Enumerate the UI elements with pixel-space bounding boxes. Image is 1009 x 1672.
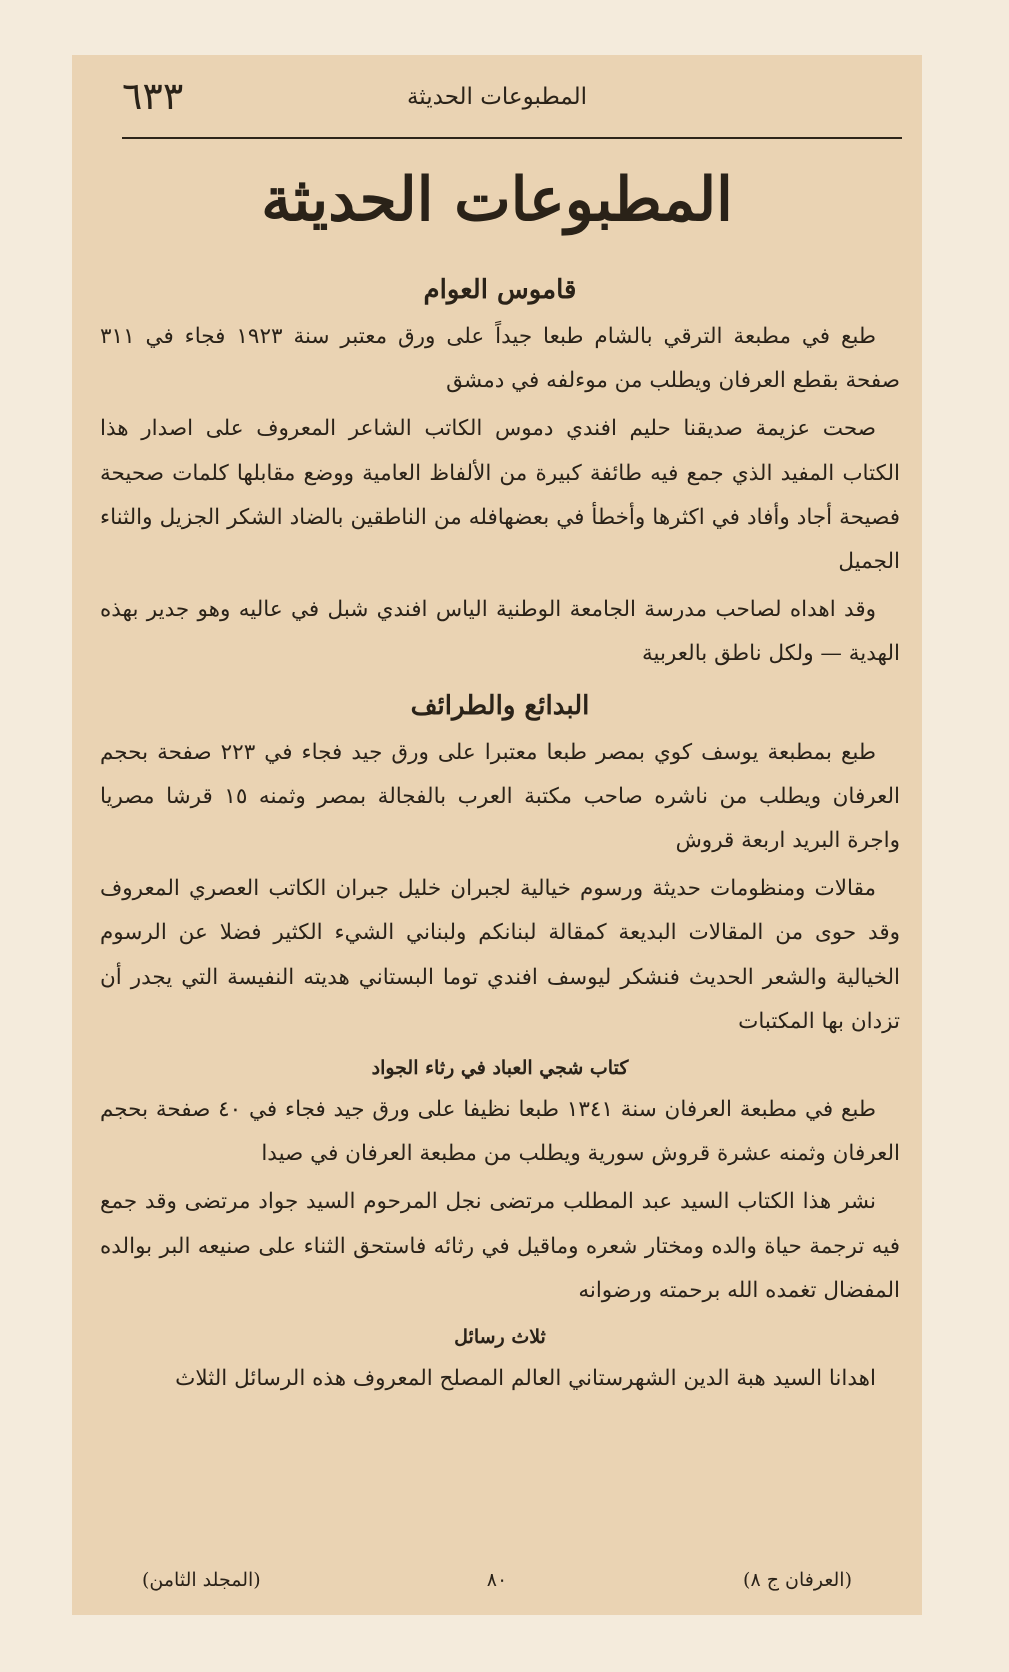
header-rule: [122, 137, 902, 139]
footer-issue: (العرفان ج ٨): [743, 1569, 852, 1591]
paragraph: نشر هذا الكتاب السيد عبد المطلب مرتضى نجل المرحوم السيد جواد مرتضى وقد جمع فيه ترجمة حياة والده ومختار شعره وماقيل في رثائه فاستحق الثناء على صنيعه البر بوالده المفضال تغمده الله برحمته ورضوانه: [100, 1189, 900, 1303]
subsection-title: ثلاث رسائل: [454, 1326, 546, 1349]
section-qamus-al-awam: [100, 265, 900, 677]
paragraph: طبع في مطبعة الترقي بالشام طبعا جيداً على ورق معتبر سنة ١٩٢٣ فجاء في ٣١١ صفحة بقطع العرفان ويطلب من موءلفه في دمشق: [100, 324, 900, 394]
footer-page-number: ٨٠: [486, 1569, 508, 1591]
paragraph: صحت عزيمة صديقنا حليم افندي دموس الكاتب الشاعر المعروف على اصدار هذا الكتاب المفيد الذي جمع فيه طائفة كبيرة من الألفاظ العامية ووضع مقابلها كلمات صحيحة فصيحة أجاد وأفاد في اكثرها وأخطأ في بعضهافله من الناطقين بالضاد الشكر الجزيل والثناء الجميل: [100, 416, 900, 575]
journal-page: [72, 55, 922, 1615]
section-title: قاموس العوام: [423, 275, 577, 305]
running-head: [72, 73, 922, 119]
paragraph: طبع بمطبعة يوسف كوي بمصر طبعا معتبرا على ورق جيد فجاء في ٢٢٣ صفحة بحجم العرفان ويطلب من ناشره صاحب مكتبة العرب بالفجالة بمصر وثمنه ١٥ قرشا مصريا واجرة البريد اربعة قروش: [100, 739, 901, 854]
section-title: البدائع والطرائف: [410, 690, 590, 721]
subsection-title: كتاب شجي العباد في رثاء الجواد: [371, 1057, 629, 1080]
main-title: المطبوعات الحديثة: [261, 165, 733, 235]
section-thalath-rasail: [100, 1317, 900, 1401]
footer-volume: (المجلد الثامن): [142, 1569, 261, 1591]
running-title: المطبوعات الحديثة: [406, 84, 588, 110]
section-shaji-al-ibad: [100, 1048, 900, 1313]
paragraph: وقد اهداه لصاحب مدرسة الجامعة الوطنية الياس افندي شبل في عاليه وهو جدير بهذه الهدية — ولكل ناطق بالعربية: [100, 597, 900, 667]
paragraph: مقالات ومنظومات حديثة ورسوم خيالية لجبران خليل جبران الكاتب العصري المعروف وقد حوى من المقالات البديعة كمقالة لبنانكم ولبناني الشيء الكثير فضلا عن الرسوم الخيالية والشعر الحديث فنشكر ليوسف افندي توما البستاني هديته النفيسة التي يجدر أن تزدان بها المكتبات: [100, 876, 900, 1034]
paragraph: طبع في مطبعة العرفان سنة ١٣٤١ طبعا نظيفا على ورق جيد فجاء في ٤٠ صفحة بحجم العرفان وثمنه عشرة قروش سورية ويطلب من مطبعة العرفان في صيدا: [100, 1097, 900, 1167]
page-number: ٦٣٣: [122, 74, 184, 118]
section-al-badaei-wal-taraef: [100, 681, 900, 1044]
paragraph: اهدانا السيد هبة الدين الشهرستاني العالم المصلح المعروف هذه الرسائل الثلاث: [175, 1366, 876, 1392]
page-footer: [72, 1565, 922, 1595]
article-body: [100, 265, 900, 1405]
